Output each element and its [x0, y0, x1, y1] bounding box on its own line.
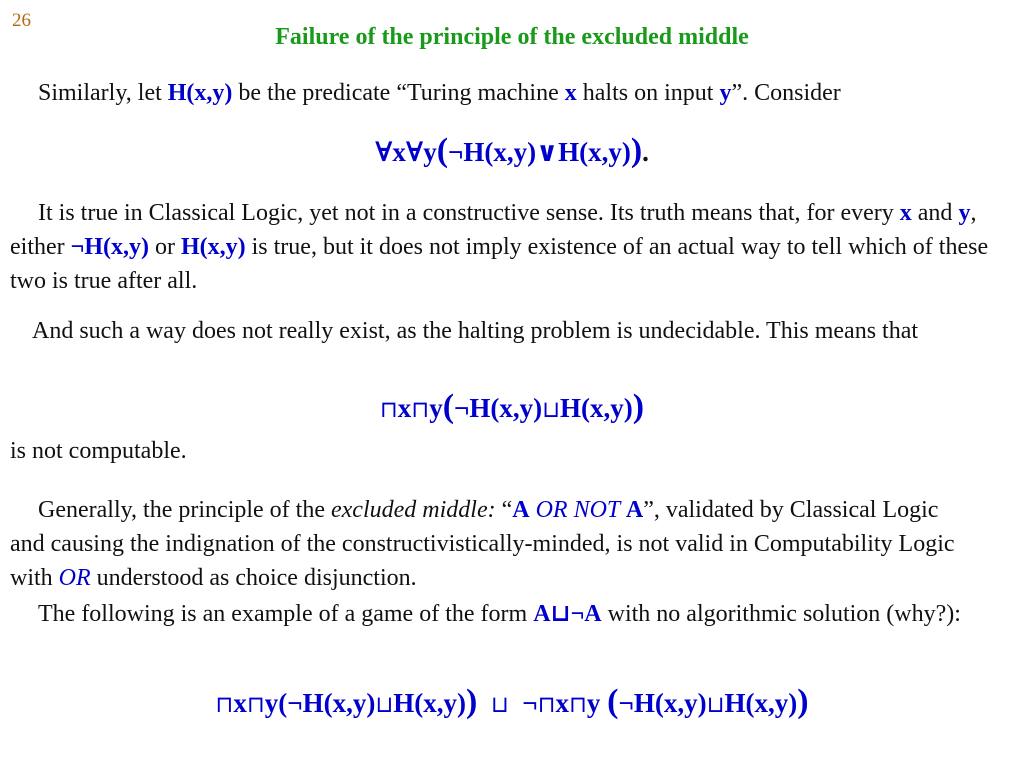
var-y: y	[586, 688, 601, 718]
quantifiers: ∀x∀y	[375, 137, 437, 167]
predicate-term: H(x,y)	[560, 393, 633, 423]
var-x: x	[233, 688, 247, 718]
paragraph-not-computable: is not computable.	[10, 438, 187, 464]
paragraph-undecidable: And such a way does not really exist, as the halting problem is undecidable. This means that	[32, 318, 919, 344]
right-paren: )	[632, 388, 645, 425]
text: with no algorithmic solution (why?):	[601, 601, 961, 627]
var-x: x	[564, 80, 577, 106]
formula-body: ¬H(x,y)∨H(x,y)	[448, 137, 631, 167]
negated-predicate: ¬H(x,y)	[618, 688, 707, 718]
text: and	[911, 200, 959, 226]
emphasis: excluded middle:	[331, 497, 496, 523]
predicate-term: H(x,y)	[167, 80, 233, 106]
var-x: x	[555, 688, 570, 718]
choice-universal-icon: ⊓	[379, 397, 398, 423]
choice-universal-icon: ⊓	[537, 692, 556, 718]
var-y: y	[719, 80, 732, 106]
choice-disjunction-icon: ⊔	[375, 692, 394, 718]
var-x: x	[397, 393, 412, 423]
predicate-term: H(x,y)	[724, 688, 798, 718]
formula-choice	[0, 388, 1024, 426]
predicate-term: H(x,y)	[180, 234, 246, 260]
left-paren: (	[607, 683, 619, 720]
predicate-term: H(x,y)	[393, 688, 466, 718]
game-form: A⊔¬A	[533, 601, 602, 627]
text: The following is an example of a game of the form	[38, 601, 534, 627]
negation: ¬	[522, 688, 538, 718]
right-paren: )	[797, 683, 809, 720]
negated-predicate: ¬H(x,y)	[454, 393, 543, 423]
or-not-keyword: OR NOT	[529, 497, 626, 523]
var-y: y	[264, 688, 279, 718]
negated-predicate: ¬H(x,y)	[70, 234, 149, 260]
right-paren: )	[630, 132, 643, 169]
choice-universal-icon: ⊓	[215, 692, 234, 718]
text: It is true in Classical Logic, yet not in a constructive sense. Its truth means that, for every	[38, 200, 900, 226]
choice-universal-icon: ⊓	[569, 692, 587, 718]
text: ”. Consider	[731, 80, 841, 106]
paragraph-predicate	[38, 76, 1014, 110]
formula-example	[0, 683, 1024, 721]
right-paren: )	[465, 683, 478, 720]
paragraph-classical	[10, 196, 1014, 298]
period: .	[642, 137, 649, 167]
choice-universal-icon: ⊓	[411, 397, 430, 423]
text: “	[495, 497, 513, 523]
text: Similarly, let	[38, 80, 168, 106]
text: Generally, the principle of the	[38, 497, 331, 523]
var-y: y	[958, 200, 971, 226]
var-a: A	[512, 497, 530, 523]
text: , either	[10, 200, 977, 260]
slide-number: 26	[12, 10, 31, 31]
text: ”, validated by Classical Logic and causing the indignation of the constructivistically-minded, is not valid in Computability Logic with	[10, 497, 955, 591]
text: or	[148, 234, 181, 260]
choice-universal-icon: ⊓	[246, 692, 265, 718]
var-a: A	[625, 497, 644, 523]
text: is true, but it does not imply existence of an actual way to tell which of these two is true after all.	[10, 234, 989, 294]
text: be the predicate “Turing machine	[232, 80, 565, 106]
negated-predicate: (¬H(x,y)	[278, 688, 376, 718]
var-x: x	[899, 200, 912, 226]
choice-disjunction-icon: ⊔	[542, 397, 561, 423]
slide-title: Failure of the principle of the excluded middle	[275, 24, 749, 50]
or-keyword: OR	[58, 565, 91, 591]
left-paren: (	[436, 132, 449, 169]
formula-classical	[0, 132, 1024, 170]
choice-disjunction-icon: ⊔	[490, 692, 509, 718]
choice-disjunction-icon: ⊔	[706, 692, 725, 718]
text: understood as choice disjunction.	[90, 565, 417, 591]
text: halts on input	[576, 80, 720, 106]
var-y: y	[429, 393, 443, 423]
paragraph-example	[10, 597, 970, 631]
paragraph-excluded-middle	[10, 493, 970, 595]
left-paren: (	[442, 388, 455, 425]
